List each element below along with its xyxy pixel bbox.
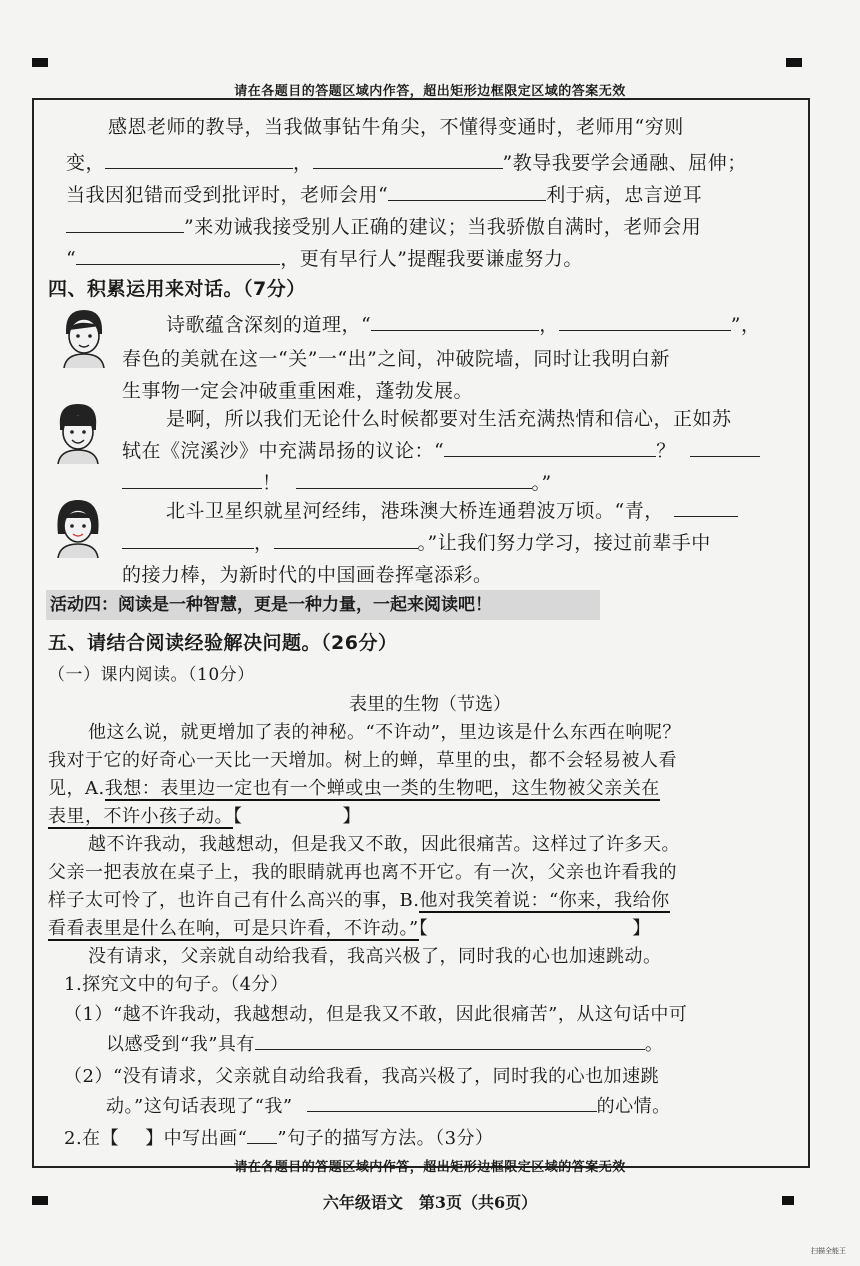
text-line: 越不许我动，我越想动，但是我又不敢，因此很痛苦。这样过了许多天。 bbox=[88, 834, 680, 855]
answer-blank[interactable] bbox=[313, 152, 503, 169]
section-heading: 四、积累运用来对话。（7分） bbox=[48, 278, 306, 300]
header-notice: 请在各题目的答题区域内作答，超出矩形边框限定区域的答案无效 bbox=[234, 84, 626, 99]
text-line: 当我因犯错而受到批评时，老师会用“ 利于病，忠言逆耳 bbox=[66, 184, 703, 206]
text-line: “ ，更有早行人”提醒我要谦虚努力。 bbox=[66, 248, 583, 270]
section-heading: 五、请结合阅读经验解决问题。（26分） bbox=[48, 632, 398, 654]
answer-blank[interactable] bbox=[66, 216, 184, 233]
answer-blank[interactable] bbox=[690, 440, 760, 457]
text-line: 以感受到“我”具有 。 bbox=[106, 1034, 664, 1055]
text-line: 变， ， ”教导我要学会通融、屈伸； bbox=[66, 152, 747, 174]
scanner-watermark: 扫描全能王 bbox=[811, 1247, 846, 1255]
text-line: 看看表里是什么在响，可是只许看，不许动。”【 】 bbox=[48, 918, 651, 939]
answer-blank[interactable] bbox=[76, 248, 280, 265]
text-line: 北斗卫星织就星河经纬，港珠澳大桥连通碧波万顷。“青， bbox=[166, 496, 738, 523]
answer-blank[interactable] bbox=[444, 440, 656, 457]
boy-avatar-icon bbox=[50, 400, 106, 464]
text-line: 动。”这句话表现了“我” 的心情。 bbox=[106, 1096, 671, 1117]
activity-banner: 活动四：阅读是一种智慧，更是一种力量，一起来阅读吧！ bbox=[46, 590, 600, 620]
text-line: （1）“越不许我动，我越想动，但是我又不敢，因此很痛苦”，从这句话中可 bbox=[64, 1004, 688, 1025]
text-line: 表里，不许小孩子动。【 】 bbox=[48, 806, 361, 827]
footer-notice: 请在各题目的答题区域内作答，超出矩形边框限定区域的答案无效 bbox=[234, 1160, 626, 1175]
text-line: 的接力棒，为新时代的中国画卷挥毫添彩。 bbox=[122, 564, 493, 586]
answer-blank[interactable] bbox=[388, 184, 546, 201]
answer-blank[interactable] bbox=[122, 532, 254, 549]
answer-blank[interactable] bbox=[122, 472, 262, 489]
page-footer: 六年级语文 第3页（共6页） bbox=[322, 1193, 538, 1212]
text-line: 是啊，所以我们无论什么时候都要对生活充满热情和信心，正如苏 bbox=[166, 408, 732, 430]
answer-blank[interactable] bbox=[247, 1127, 277, 1144]
text-line: （2）“没有请求，父亲就自动给我看，我高兴极了，同时我的心也加速跳 bbox=[64, 1066, 660, 1087]
text-line: 诗歌蕴含深刻的道理，“ ， ”， bbox=[166, 314, 761, 336]
text-line: 他这么说，就更增加了表的神秘。“不许动”，里边该是什么东西在响呢？ bbox=[88, 722, 681, 743]
text-line: 感恩老师的教导，当我做事钻牛角尖，不懂得变通时，老师用“穷则 bbox=[108, 116, 684, 138]
underlined-sentence-a: 我想：表里边一定也有一个蝉或虫一类的生物吧，这生物被父亲关在 bbox=[104, 778, 660, 799]
registration-mark bbox=[786, 58, 802, 67]
text-line: 样子太可怜了，也许自己有什么高兴的事，B.他对我笑着说：“你来，我给你 bbox=[48, 890, 670, 911]
passage-title: 表里的生物（节选） bbox=[349, 694, 511, 715]
text-line: 我对于它的好奇心一天比一天增加。树上的蝉，草里的虫，都不会轻易被人看 bbox=[48, 750, 677, 771]
text-line: 见，A.我想：表里边一定也有一个蝉或虫一类的生物吧，这生物被父亲关在 bbox=[48, 778, 660, 799]
answer-blank[interactable] bbox=[371, 314, 539, 331]
question-heading: 1.探究文中的句子。（4分） bbox=[64, 974, 289, 995]
text-line: 轼在《浣溪沙》中充满昂扬的议论：“ ？ bbox=[122, 436, 760, 463]
text-line: 没有请求，父亲就自动给我看，我高兴极了，同时我的心也加速跳动。 bbox=[88, 946, 662, 967]
text-line: ， 。”让我们努力学习，接过前辈手中 bbox=[122, 528, 711, 555]
question-heading: 2.在【 】中写出画“ ”句子的描写方法。（3分） bbox=[64, 1128, 494, 1149]
text-line: 春色的美就在这一“关”一“出”之间，冲破院墙，同时让我明白新 bbox=[122, 348, 670, 370]
subsection-heading: （一）课内阅读。（10分） bbox=[48, 665, 255, 685]
registration-mark bbox=[32, 58, 48, 67]
answer-blank[interactable] bbox=[255, 1033, 645, 1050]
girl-avatar-icon bbox=[50, 494, 106, 558]
answer-blank[interactable] bbox=[274, 532, 418, 549]
text-line: 生事物一定会冲破重重困难，蓬勃发展。 bbox=[122, 380, 474, 402]
underlined-sentence-b: 他对我笑着说：“你来，我给你 bbox=[419, 890, 670, 911]
answer-blank[interactable] bbox=[559, 314, 731, 331]
boy-avatar-icon bbox=[56, 304, 112, 368]
text-line: ”来劝诫我接受别人正确的建议；当我骄傲自满时，老师会用 bbox=[66, 212, 701, 239]
answer-blank[interactable] bbox=[674, 500, 738, 517]
text-line: 父亲一把表放在桌子上，我的眼睛就再也离不开它。有一次，父亲也许看我的 bbox=[48, 862, 677, 883]
answer-blank[interactable] bbox=[296, 472, 532, 489]
text-line: ！ 。” bbox=[122, 468, 552, 495]
answer-blank[interactable] bbox=[105, 152, 293, 169]
answer-blank[interactable] bbox=[307, 1095, 597, 1112]
